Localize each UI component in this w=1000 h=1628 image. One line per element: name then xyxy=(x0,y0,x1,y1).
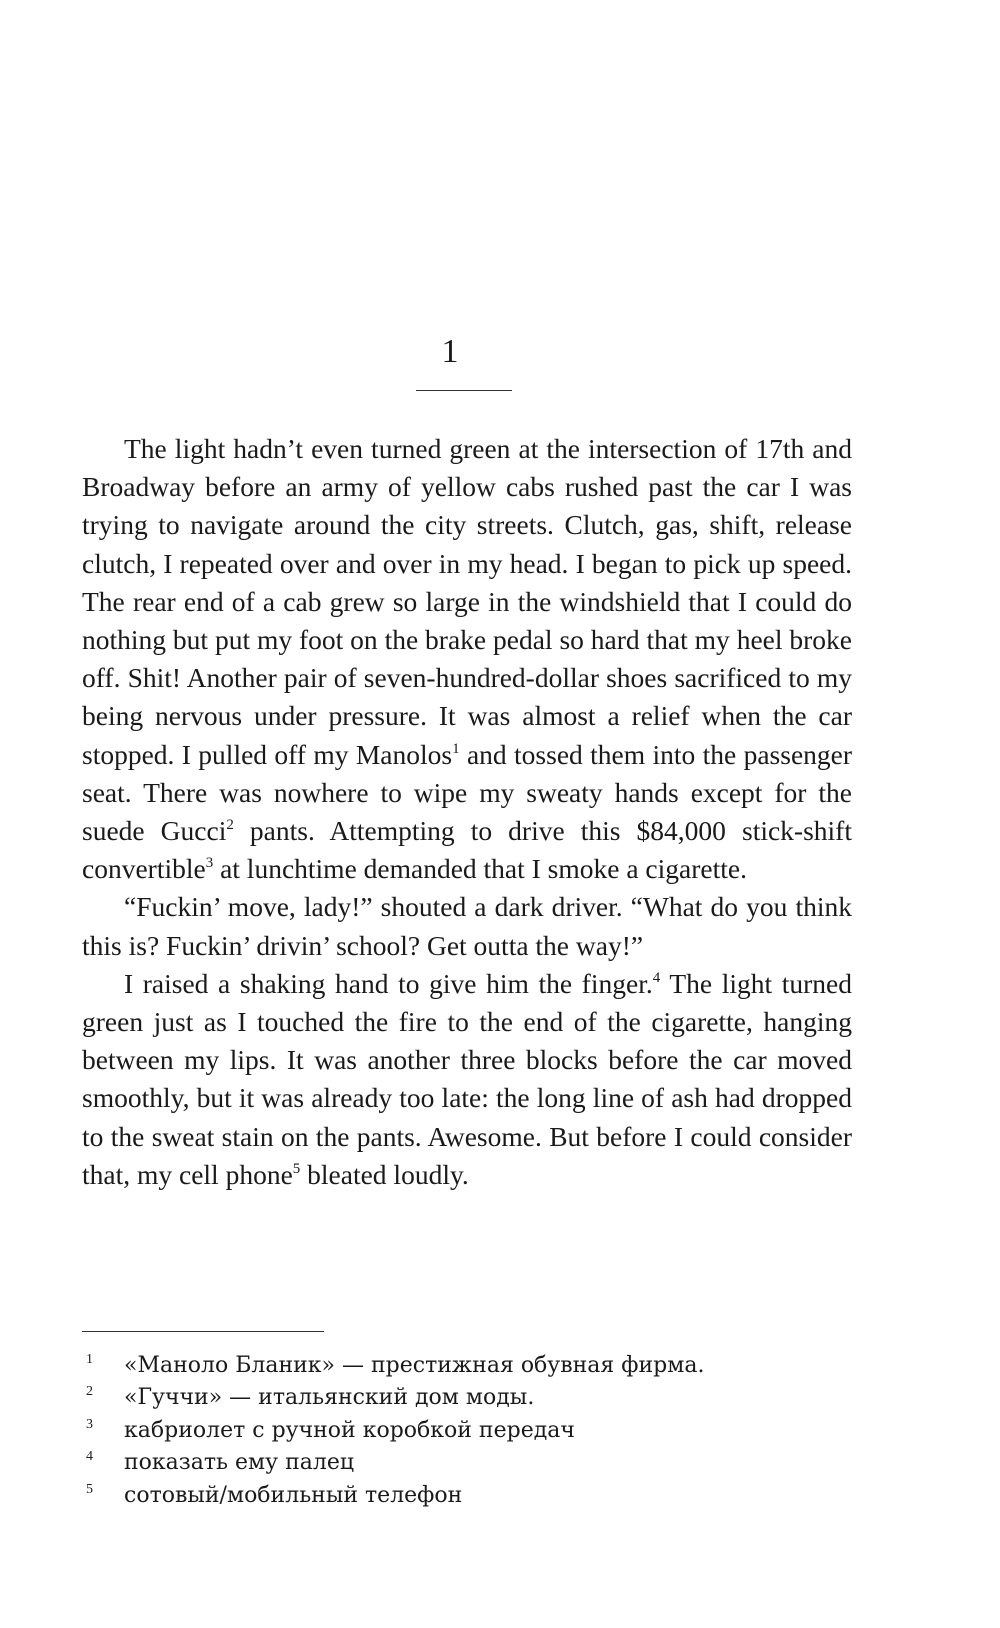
footnote-number-3: 3 xyxy=(86,1416,93,1432)
footnote-ref-5: 5 xyxy=(292,1160,301,1177)
footnote-item-4 xyxy=(82,1447,852,1479)
footnote-ref-3: 3 xyxy=(205,855,214,872)
footnote-item-1 xyxy=(82,1350,852,1382)
footnote-text-2: «Гуччи» — итальянский дом моды. xyxy=(124,1385,535,1411)
paragraph-3 xyxy=(82,965,852,1194)
footnote-text-4: показать ему палец xyxy=(124,1450,355,1476)
footnote-ref-4: 4 xyxy=(652,969,661,986)
footnote-text-1: «Маноло Бланик» — престижная обувная фирма. xyxy=(124,1353,705,1378)
footnote-number-2: 2 xyxy=(86,1384,93,1400)
footnote-number-1: 1 xyxy=(86,1352,93,1367)
paragraph-1-segment-3: pants. Attempting to drive this $84,000 stick-shift convertible xyxy=(82,815,852,885)
body-text xyxy=(82,430,852,1194)
footnote-item-2 xyxy=(82,1382,852,1414)
footnotes-list xyxy=(82,1350,852,1512)
chapter-rule xyxy=(416,390,512,391)
footnote-text-3: кабриолет с ручной коробкой передач xyxy=(124,1417,575,1443)
footnote-item-5 xyxy=(82,1480,852,1512)
chapter-number: 1 xyxy=(441,333,459,370)
footnote-rule xyxy=(82,1331,324,1332)
footnote-item-3 xyxy=(82,1415,852,1447)
paragraph-1-segment-2: and tossed them into the passenger seat. There was nowhere to wipe my sweaty hands except for the suede Gucci xyxy=(82,738,853,847)
footnote-text-5: сотовый/мобильный телефон xyxy=(124,1482,463,1508)
footnote-ref-2: 2 xyxy=(226,817,234,834)
paragraph-3-segment-2: The light turned green just as I touched the fire to the end of the cigarette, hanging between my lips. It was another three blocks before the car moved smoothly, but it was already too late: the long line of ash had dropped to the sweat stain on the pants. Awesome. But before I could consider that, my cell phone xyxy=(82,967,852,1190)
paragraph-1-segment-4: at lunchtime demanded that I smoke a cigarette. xyxy=(213,853,747,885)
footnote-number-4: 4 xyxy=(86,1449,93,1465)
paragraph-2: “Fuckin’ move, lady!” shouted a dark driver. “What do you think this is? Fuckin’ drivin’ school? Get outta the way!” xyxy=(82,891,852,961)
paragraph-1-segment-1: The light hadn’t even turned green at the intersection of 17th and Broadway before an army of yellow cabs rushed past the car I was trying to navigate around the city streets. Clutch, gas, shift, release clutch, I repeated over and over in my head. I began to pick up speed. The rear end of a cab grew so large in the windshield that I could do nothing but put my foot on the brake pedal so hard that my heel broke off. Shit! Another pair of seven-hundred-dollar shoes sacrificed to my being nervous under pressure. It was almost a relief when the car stopped. I pulled off my Manolos xyxy=(82,433,852,770)
paragraph-3-segment-1: I raised a shaking hand to give him the finger. xyxy=(124,967,653,999)
footnote-ref-1: 1 xyxy=(452,740,460,757)
paragraph-1 xyxy=(82,430,852,888)
footnote-number-5: 5 xyxy=(86,1481,93,1497)
paragraph-3-segment-3: bleated loudly. xyxy=(300,1158,469,1190)
